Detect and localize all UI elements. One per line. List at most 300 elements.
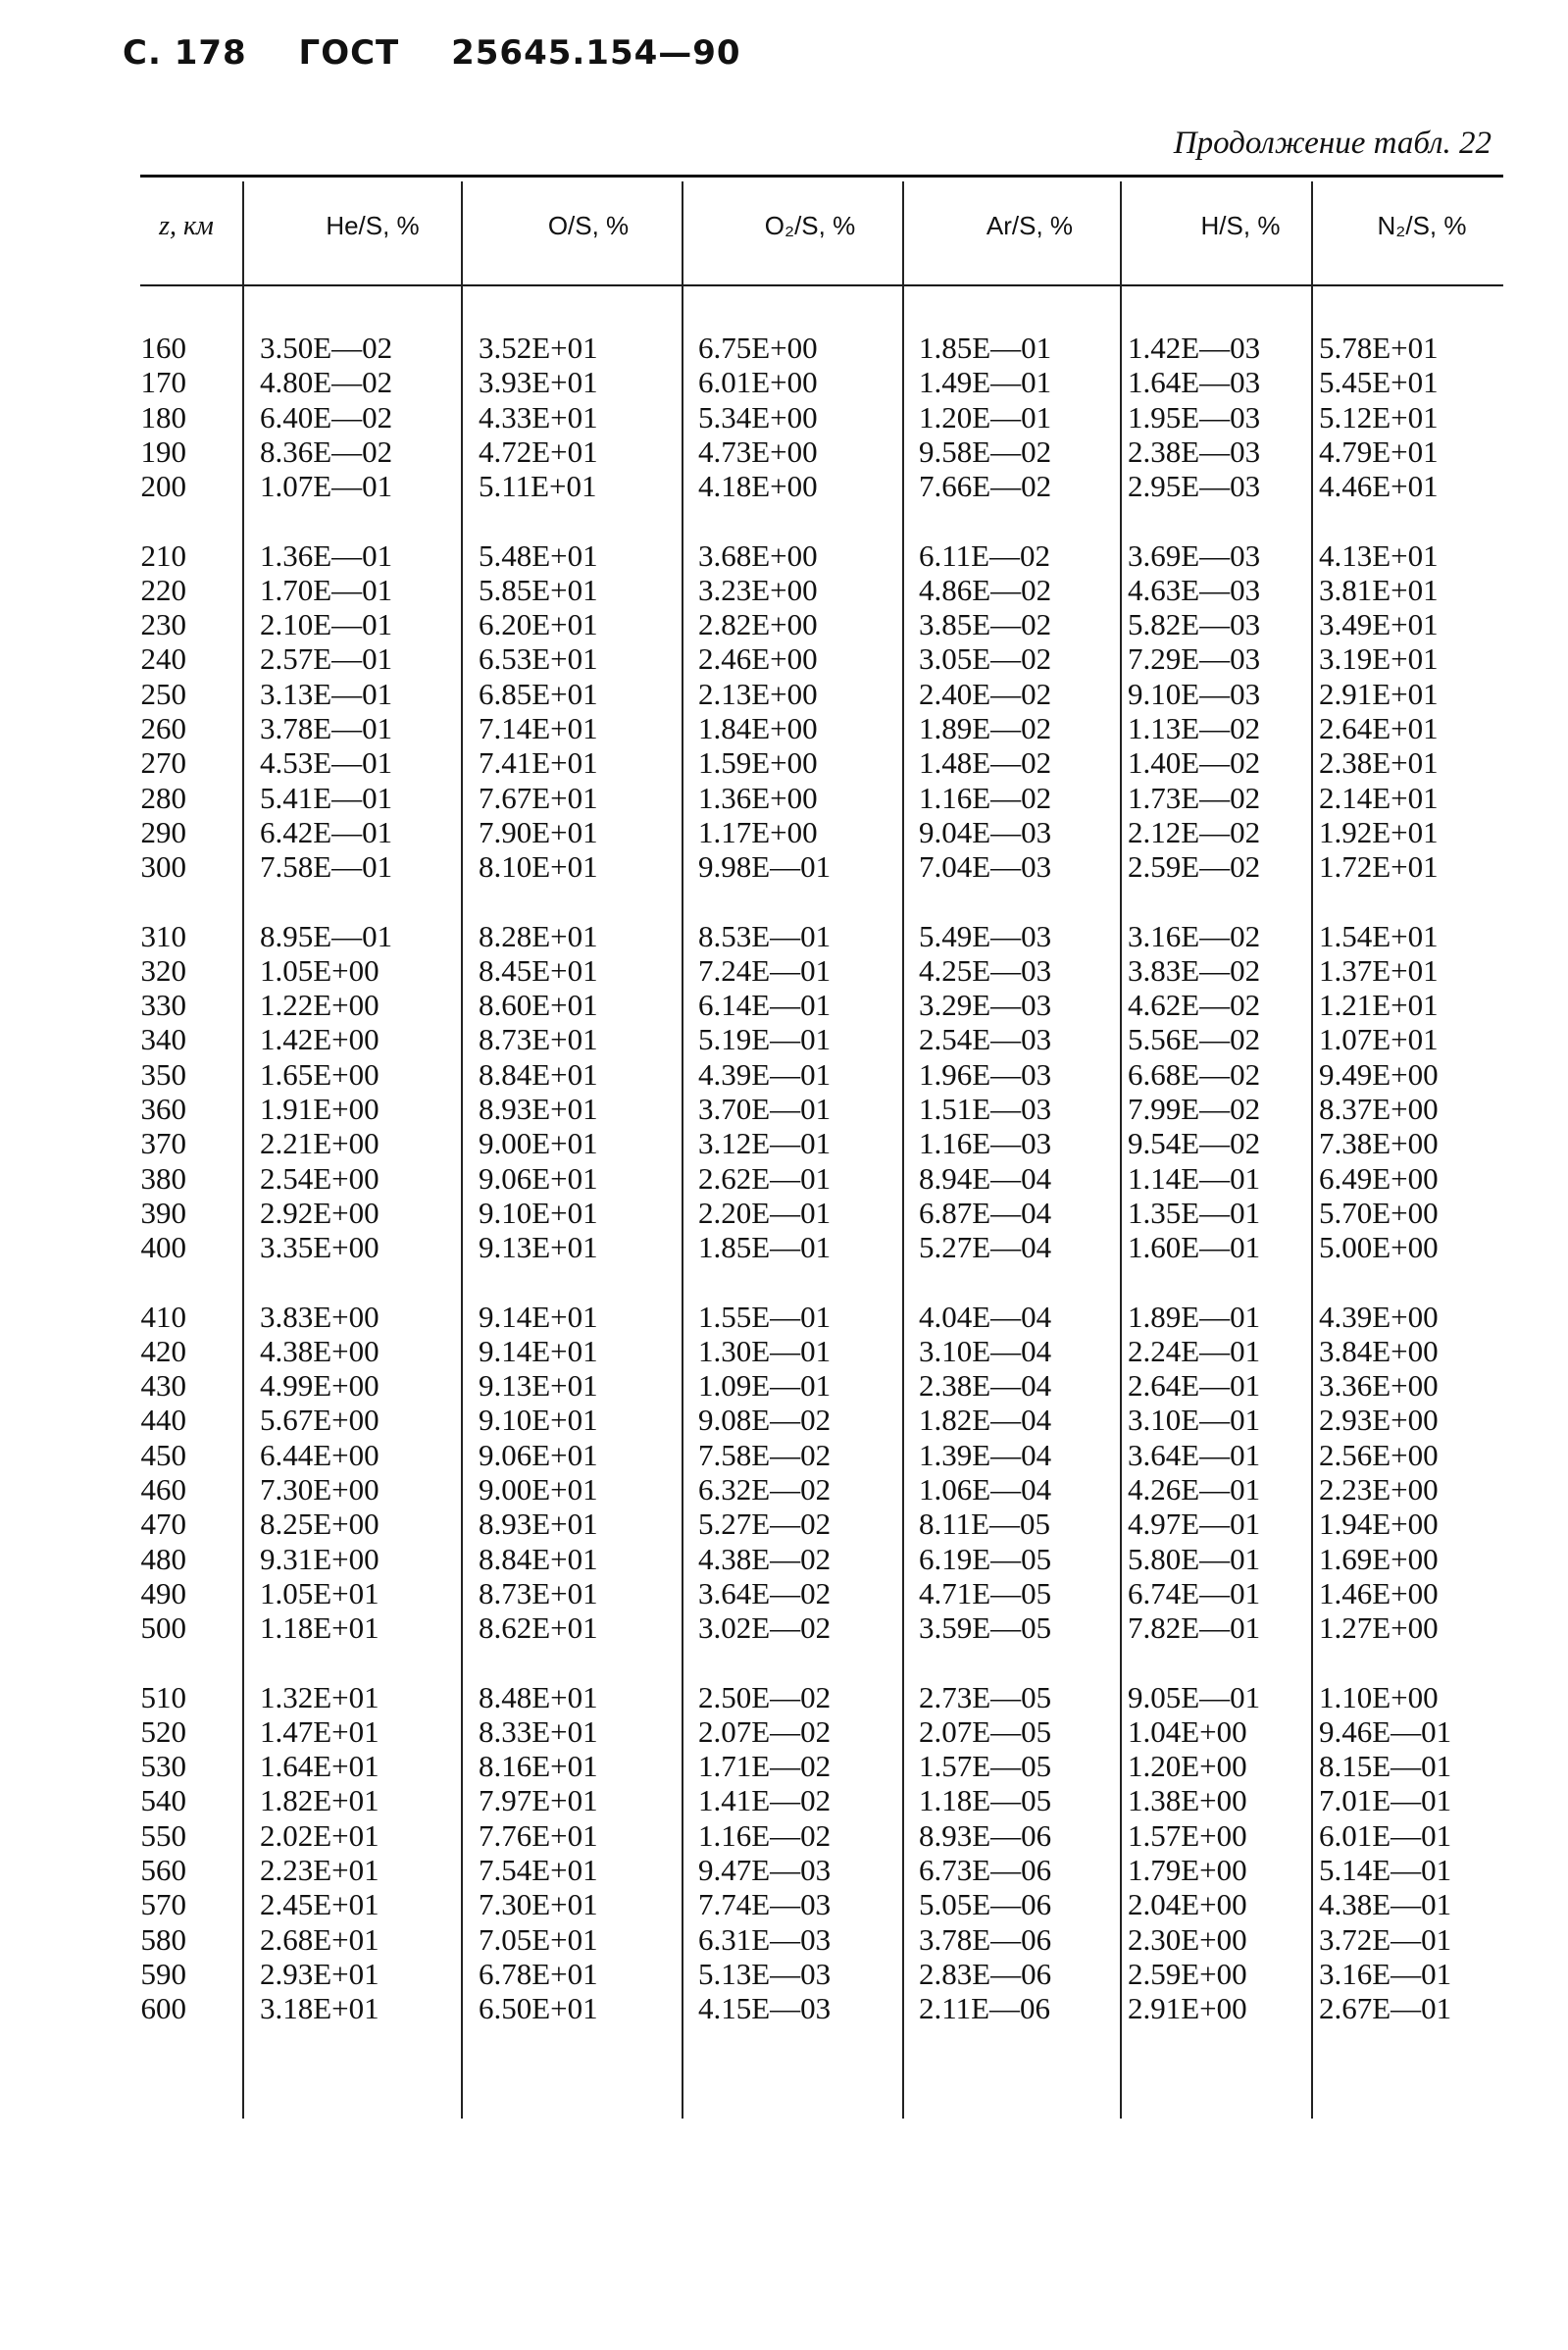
column-divider	[242, 181, 244, 2119]
value-cell: 1.85E—01	[698, 1230, 832, 1265]
altitude-cell: 560	[140, 1853, 186, 1887]
value-cell: 9.10E+01	[479, 1195, 598, 1230]
altitude-cell: 430	[140, 1368, 186, 1404]
value-cell: 4.15E—03	[698, 1991, 832, 2026]
value-cell: 4.99E+00	[260, 1368, 379, 1404]
value-cell: 1.10E+00	[1319, 1679, 1439, 1714]
value-cell: 5.13E—03	[698, 1956, 832, 1991]
column-divider	[682, 181, 683, 2119]
value-cell: 4.26E—01	[1128, 1472, 1261, 1507]
value-cell: 7.24E—01	[698, 952, 832, 988]
value-cell: 2.38E—04	[919, 1368, 1052, 1404]
value-cell: 3.83E+00	[260, 1299, 379, 1334]
value-cell: 6.85E+01	[479, 676, 598, 711]
value-cell: 7.05E+01	[479, 1921, 598, 1957]
value-cell: 8.33E+01	[479, 1713, 598, 1749]
value-cell: 3.02E—02	[698, 1610, 832, 1646]
altitude-cell: 400	[140, 1230, 186, 1265]
value-cell: 4.73E+00	[698, 434, 818, 469]
value-cell: 8.15E—01	[1319, 1749, 1452, 1784]
value-cell: 5.12E+01	[1319, 399, 1439, 434]
value-cell: 4.38E+00	[260, 1333, 379, 1368]
value-cell: 2.07E—02	[698, 1713, 832, 1749]
value-cell: 1.18E+01	[260, 1610, 379, 1646]
value-cell: 9.05E—01	[1128, 1679, 1261, 1714]
column-header: O/S, %	[547, 211, 630, 240]
value-cell: 3.10E—01	[1128, 1403, 1261, 1438]
value-cell: 7.58E—01	[260, 849, 393, 885]
value-cell: 8.93E+01	[479, 1507, 598, 1542]
value-cell: 3.78E—01	[260, 711, 393, 745]
column-header: Ar/S, %	[986, 211, 1074, 240]
value-cell: 1.09E—01	[698, 1368, 832, 1404]
column-divider	[1311, 181, 1313, 2119]
value-cell: 5.05E—06	[919, 1887, 1052, 1922]
value-cell: 3.72E—01	[1319, 1921, 1452, 1957]
value-cell: 1.07E+01	[1319, 1022, 1439, 1057]
value-cell: 6.78E+01	[479, 1956, 598, 1991]
value-cell: 4.04E—04	[919, 1299, 1052, 1334]
value-cell: 1.57E—05	[919, 1749, 1052, 1784]
value-cell: 1.06E—04	[919, 1472, 1052, 1507]
value-cell: 4.71E—05	[919, 1575, 1052, 1610]
table-continuation-caption: Продолжение табл. 22	[1173, 126, 1492, 161]
value-cell: 1.89E—01	[1128, 1299, 1261, 1334]
altitude-cell: 540	[140, 1783, 186, 1818]
value-cell: 5.78E+01	[1319, 331, 1439, 365]
value-cell: 3.23E+00	[698, 572, 818, 607]
value-cell: 8.10E+01	[479, 849, 598, 885]
value-cell: 3.69E—03	[1128, 537, 1261, 573]
table-top-rule	[140, 175, 1503, 178]
value-cell: 5.27E—04	[919, 1230, 1052, 1265]
value-cell: 1.18E—05	[919, 1783, 1052, 1818]
value-cell: 9.06E+01	[479, 1160, 598, 1196]
value-cell: 6.49E+00	[1319, 1160, 1439, 1196]
altitude-cell: 570	[140, 1887, 186, 1922]
altitude-cell: 280	[140, 780, 186, 815]
value-cell: 1.79E+00	[1128, 1853, 1247, 1887]
value-cell: 2.54E+00	[260, 1160, 379, 1196]
altitude-cell: 340	[140, 1022, 186, 1057]
value-cell: 1.27E+00	[1319, 1610, 1439, 1646]
value-cell: 3.16E—02	[1128, 918, 1261, 953]
value-cell: 2.30E+00	[1128, 1921, 1247, 1957]
value-cell: 5.41E—01	[260, 780, 393, 815]
value-cell: 3.19E+01	[1319, 641, 1439, 677]
value-cell: 1.59E+00	[698, 745, 818, 781]
value-cell: 2.73E—05	[919, 1679, 1052, 1714]
altitude-cell: 180	[140, 399, 186, 434]
value-cell: 9.08E—02	[698, 1403, 832, 1438]
value-cell: 4.62E—02	[1128, 988, 1261, 1023]
standard-number: 25645.154—90	[451, 33, 741, 73]
value-cell: 7.97E+01	[479, 1783, 598, 1818]
value-cell: 3.59E—05	[919, 1610, 1052, 1646]
altitude-cell: 300	[140, 849, 186, 885]
value-cell: 2.62E—01	[698, 1160, 832, 1196]
value-cell: 2.93E+00	[1319, 1403, 1439, 1438]
value-cell: 5.80E—01	[1128, 1541, 1261, 1576]
value-cell: 9.58E—02	[919, 434, 1052, 469]
value-cell: 1.49E—01	[919, 365, 1052, 400]
value-cell: 2.92E+00	[260, 1195, 379, 1230]
value-cell: 7.82E—01	[1128, 1610, 1261, 1646]
value-cell: 1.55E—01	[698, 1299, 832, 1334]
value-cell: 1.85E—01	[919, 331, 1052, 365]
column-divider	[461, 181, 463, 2119]
value-cell: 2.64E—01	[1128, 1368, 1261, 1404]
value-cell: 1.64E—03	[1128, 365, 1261, 400]
altitude-cell: 410	[140, 1299, 186, 1334]
value-cell: 6.32E—02	[698, 1472, 832, 1507]
value-cell: 1.92E+01	[1319, 814, 1439, 849]
value-cell: 1.05E+01	[260, 1575, 379, 1610]
value-cell: 1.40E—02	[1128, 745, 1261, 781]
value-cell: 4.38E—02	[698, 1541, 832, 1576]
column-header: H/S, %	[1200, 211, 1281, 240]
altitude-cell: 370	[140, 1126, 186, 1161]
value-cell: 7.01E—01	[1319, 1783, 1452, 1818]
value-cell: 4.79E+01	[1319, 434, 1439, 469]
altitude-cell: 590	[140, 1956, 186, 1991]
value-cell: 6.87E—04	[919, 1195, 1052, 1230]
value-cell: 7.29E—03	[1128, 641, 1261, 677]
value-cell: 2.93E+01	[260, 1956, 379, 1991]
value-cell: 6.11E—02	[919, 537, 1051, 573]
value-cell: 1.42E+00	[260, 1022, 379, 1057]
value-cell: 7.30E+01	[479, 1887, 598, 1922]
value-cell: 5.19E—01	[698, 1022, 832, 1057]
value-cell: 1.05E+00	[260, 952, 379, 988]
value-cell: 2.20E—01	[698, 1195, 832, 1230]
value-cell: 9.46E—01	[1319, 1713, 1452, 1749]
altitude-cell: 490	[140, 1575, 186, 1610]
altitude-cell: 460	[140, 1472, 186, 1507]
value-cell: 4.80E—02	[260, 365, 393, 400]
value-cell: 9.00E+01	[479, 1126, 598, 1161]
value-cell: 2.23E+01	[260, 1853, 379, 1887]
altitude-cell: 420	[140, 1333, 186, 1368]
value-cell: 8.37E+00	[1319, 1092, 1439, 1126]
value-cell: 5.48E+01	[479, 537, 598, 573]
value-cell: 2.21E+00	[260, 1126, 379, 1161]
value-cell: 6.19E—05	[919, 1541, 1052, 1576]
altitude-cell: 450	[140, 1437, 186, 1472]
altitude-cell: 510	[140, 1679, 186, 1714]
value-cell: 2.04E+00	[1128, 1887, 1247, 1922]
value-cell: 1.32E+01	[260, 1679, 379, 1714]
value-cell: 8.11E—05	[919, 1507, 1051, 1542]
altitude-cell: 210	[140, 537, 186, 573]
altitude-cell: 520	[140, 1713, 186, 1749]
altitude-cell: 380	[140, 1160, 186, 1196]
column-header: O₂/S, %	[764, 211, 856, 240]
value-cell: 3.64E—01	[1128, 1437, 1261, 1472]
value-cell: 8.45E+01	[479, 952, 598, 988]
value-cell: 3.81E+01	[1319, 572, 1439, 607]
value-cell: 1.95E—03	[1128, 399, 1261, 434]
value-cell: 6.44E+00	[260, 1437, 379, 1472]
altitude-cell: 240	[140, 641, 186, 677]
value-cell: 3.78E—06	[919, 1921, 1052, 1957]
value-cell: 5.27E—02	[698, 1507, 832, 1542]
value-cell: 5.34E+00	[698, 399, 818, 434]
value-cell: 1.54E+01	[1319, 918, 1439, 953]
value-cell: 7.76E+01	[479, 1817, 598, 1853]
value-cell: 9.13E+01	[479, 1230, 598, 1265]
value-cell: 2.40E—02	[919, 676, 1052, 711]
value-cell: 8.94E—04	[919, 1160, 1052, 1196]
value-cell: 4.33E+01	[479, 399, 598, 434]
value-cell: 1.82E+01	[260, 1783, 379, 1818]
value-cell: 3.13E—01	[260, 676, 393, 711]
altitude-cell: 310	[140, 918, 186, 953]
value-cell: 1.64E+01	[260, 1749, 379, 1784]
altitude-cell: 260	[140, 711, 186, 745]
value-cell: 3.16E—01	[1319, 1956, 1452, 1991]
altitude-cell: 470	[140, 1507, 186, 1542]
value-cell: 9.14E+01	[479, 1333, 598, 1368]
value-cell: 6.01E—01	[1319, 1817, 1452, 1853]
value-cell: 3.70E—01	[698, 1092, 832, 1126]
value-cell: 1.16E—02	[698, 1817, 832, 1853]
value-cell: 2.14E+01	[1319, 780, 1439, 815]
page-number: С. 178	[123, 33, 247, 73]
value-cell: 3.64E—02	[698, 1575, 832, 1610]
value-cell: 7.04E—03	[919, 849, 1052, 885]
value-cell: 3.52E+01	[479, 331, 598, 365]
altitude-cell: 290	[140, 814, 186, 849]
value-cell: 8.93E+01	[479, 1092, 598, 1126]
column-header: N₂/S, %	[1377, 211, 1467, 240]
table-header-rule	[140, 284, 1503, 286]
altitude-cell: 250	[140, 676, 186, 711]
value-cell: 3.93E+01	[479, 365, 598, 400]
altitude-cell: 330	[140, 988, 186, 1023]
value-cell: 1.94E+00	[1319, 1507, 1439, 1542]
altitude-cell: 230	[140, 607, 186, 642]
value-cell: 4.39E+00	[1319, 1299, 1439, 1334]
value-cell: 2.56E+00	[1319, 1437, 1439, 1472]
value-cell: 8.36E—02	[260, 434, 393, 469]
value-cell: 7.90E+01	[479, 814, 598, 849]
value-cell: 3.12E—01	[698, 1126, 832, 1161]
value-cell: 9.04E—03	[919, 814, 1052, 849]
value-cell: 3.10E—04	[919, 1333, 1052, 1368]
altitude-cell: 480	[140, 1541, 186, 1576]
value-cell: 8.25E+00	[260, 1507, 379, 1542]
value-cell: 8.93E—06	[919, 1817, 1052, 1853]
value-cell: 1.20E—01	[919, 399, 1052, 434]
value-cell: 5.70E+00	[1319, 1195, 1439, 1230]
value-cell: 1.13E—02	[1128, 711, 1261, 745]
value-cell: 4.39E—01	[698, 1056, 832, 1092]
column-header: He/S, %	[326, 211, 420, 240]
value-cell: 6.73E—06	[919, 1853, 1052, 1887]
altitude-cell: 320	[140, 952, 186, 988]
value-cell: 7.74E—03	[698, 1887, 832, 1922]
value-cell: 6.01E+00	[698, 365, 818, 400]
value-cell: 1.60E—01	[1128, 1230, 1261, 1265]
value-cell: 4.63E—03	[1128, 572, 1261, 607]
altitude-cell: 160	[140, 331, 186, 365]
altitude-cell: 220	[140, 572, 186, 607]
value-cell: 3.49E+01	[1319, 607, 1439, 642]
value-cell: 3.36E+00	[1319, 1368, 1439, 1404]
value-cell: 1.04E+00	[1128, 1713, 1247, 1749]
altitude-cell: 390	[140, 1195, 186, 1230]
value-cell: 5.49E—03	[919, 918, 1052, 953]
value-cell: 1.22E+00	[260, 988, 379, 1023]
value-cell: 2.64E+01	[1319, 711, 1439, 745]
value-cell: 1.38E+00	[1128, 1783, 1247, 1818]
value-cell: 1.84E+00	[698, 711, 818, 745]
value-cell: 2.07E—05	[919, 1713, 1052, 1749]
value-cell: 9.98E—01	[698, 849, 832, 885]
value-cell: 2.11E—06	[919, 1991, 1051, 2026]
column-divider	[1120, 181, 1122, 2119]
altitude-cell: 360	[140, 1092, 186, 1126]
value-cell: 7.38E+00	[1319, 1126, 1439, 1161]
value-cell: 1.69E+00	[1319, 1541, 1439, 1576]
value-cell: 8.48E+01	[479, 1679, 598, 1714]
altitude-cell: 350	[140, 1056, 186, 1092]
value-cell: 6.75E+00	[698, 331, 818, 365]
value-cell: 6.14E—01	[698, 988, 832, 1023]
value-cell: 1.82E—04	[919, 1403, 1052, 1438]
value-cell: 3.18E+01	[260, 1991, 379, 2026]
value-cell: 2.38E+01	[1319, 745, 1439, 781]
value-cell: 1.20E+00	[1128, 1749, 1247, 1784]
value-cell: 5.82E—03	[1128, 607, 1261, 642]
value-cell: 3.05E—02	[919, 641, 1052, 677]
altitude-cell: 440	[140, 1403, 186, 1438]
altitude-cell: 270	[140, 745, 186, 781]
value-cell: 9.06E+01	[479, 1437, 598, 1472]
value-cell: 8.16E+01	[479, 1749, 598, 1784]
value-cell: 1.70E—01	[260, 572, 393, 607]
value-cell: 1.14E—01	[1128, 1160, 1261, 1196]
value-cell: 1.37E+01	[1319, 952, 1439, 988]
standard-label: ГОСТ	[298, 33, 400, 73]
value-cell: 8.73E+01	[479, 1022, 598, 1057]
value-cell: 1.89E—02	[919, 711, 1052, 745]
value-cell: 4.86E—02	[919, 572, 1052, 607]
value-cell: 1.73E—02	[1128, 780, 1261, 815]
value-cell: 4.25E—03	[919, 952, 1052, 988]
value-cell: 1.41E—02	[698, 1783, 832, 1818]
value-cell: 1.57E+00	[1128, 1817, 1247, 1853]
value-cell: 6.42E—01	[260, 814, 393, 849]
value-cell: 2.91E+00	[1128, 1991, 1247, 2026]
value-cell: 1.16E—02	[919, 780, 1052, 815]
value-cell: 6.68E—02	[1128, 1056, 1261, 1092]
value-cell: 2.50E—02	[698, 1679, 832, 1714]
value-cell: 6.31E—03	[698, 1921, 832, 1957]
value-cell: 3.84E+00	[1319, 1333, 1439, 1368]
value-cell: 5.56E—02	[1128, 1022, 1261, 1057]
altitude-cell: 170	[140, 365, 186, 400]
value-cell: 7.66E—02	[919, 469, 1052, 504]
value-cell: 9.10E—03	[1128, 676, 1261, 711]
value-cell: 6.50E+01	[479, 1991, 598, 2026]
value-cell: 1.65E+00	[260, 1056, 379, 1092]
value-cell: 1.07E—01	[260, 469, 393, 504]
altitude-cell: 190	[140, 434, 186, 469]
value-cell: 8.95E—01	[260, 918, 393, 953]
altitude-cell: 600	[140, 1991, 186, 2026]
value-cell: 5.11E+01	[479, 469, 597, 504]
value-cell: 6.74E—01	[1128, 1575, 1261, 1610]
value-cell: 1.16E—03	[919, 1126, 1052, 1161]
value-cell: 2.95E—03	[1128, 469, 1261, 504]
value-cell: 1.46E+00	[1319, 1575, 1439, 1610]
value-cell: 2.46E+00	[698, 641, 818, 677]
value-cell: 4.46E+01	[1319, 469, 1439, 504]
value-cell: 1.72E+01	[1319, 849, 1439, 885]
value-cell: 2.10E—01	[260, 607, 393, 642]
value-cell: 8.28E+01	[479, 918, 598, 953]
value-cell: 4.13E+01	[1319, 537, 1439, 573]
value-cell: 8.73E+01	[479, 1575, 598, 1610]
value-cell: 4.72E+01	[479, 434, 598, 469]
value-cell: 9.13E+01	[479, 1368, 598, 1404]
value-cell: 3.50E—02	[260, 331, 393, 365]
value-cell: 2.57E—01	[260, 641, 393, 677]
value-cell: 2.23E+00	[1319, 1472, 1439, 1507]
value-cell: 5.85E+01	[479, 572, 598, 607]
value-cell: 1.48E—02	[919, 745, 1052, 781]
value-cell: 6.20E+01	[479, 607, 598, 642]
value-cell: 2.59E+00	[1128, 1956, 1247, 1991]
value-cell: 3.68E+00	[698, 537, 818, 573]
value-cell: 9.31E+00	[260, 1541, 379, 1576]
value-cell: 2.68E+01	[260, 1921, 379, 1957]
altitude-cell: 500	[140, 1610, 186, 1646]
value-cell: 1.36E+00	[698, 780, 818, 815]
value-cell: 8.53E—01	[698, 918, 832, 953]
value-cell: 9.14E+01	[479, 1299, 598, 1334]
altitude-cell: 550	[140, 1817, 186, 1853]
value-cell: 7.30E+00	[260, 1472, 379, 1507]
value-cell: 2.83E—06	[919, 1956, 1052, 1991]
value-cell: 2.13E+00	[698, 676, 818, 711]
page-header	[123, 33, 781, 73]
altitude-cell: 580	[140, 1921, 186, 1957]
value-cell: 7.58E—02	[698, 1437, 832, 1472]
value-cell: 7.54E+01	[479, 1853, 598, 1887]
value-cell: 4.18E+00	[698, 469, 818, 504]
value-cell: 8.62E+01	[479, 1610, 598, 1646]
value-cell: 1.71E—02	[698, 1749, 832, 1784]
value-cell: 1.96E—03	[919, 1056, 1052, 1092]
value-cell: 1.51E—03	[919, 1092, 1052, 1126]
value-cell: 1.30E—01	[698, 1333, 832, 1368]
value-cell: 2.12E—02	[1128, 814, 1261, 849]
value-cell: 4.97E—01	[1128, 1507, 1261, 1542]
value-cell: 3.85E—02	[919, 607, 1052, 642]
value-cell: 4.53E—01	[260, 745, 393, 781]
value-cell: 7.14E+01	[479, 711, 598, 745]
value-cell: 1.36E—01	[260, 537, 393, 573]
column-header: z, км	[159, 211, 214, 241]
value-cell: 2.59E—02	[1128, 849, 1261, 885]
value-cell: 9.10E+01	[479, 1403, 598, 1438]
value-cell: 1.91E+00	[260, 1092, 379, 1126]
value-cell: 3.29E—03	[919, 988, 1052, 1023]
value-cell: 1.17E+00	[698, 814, 818, 849]
